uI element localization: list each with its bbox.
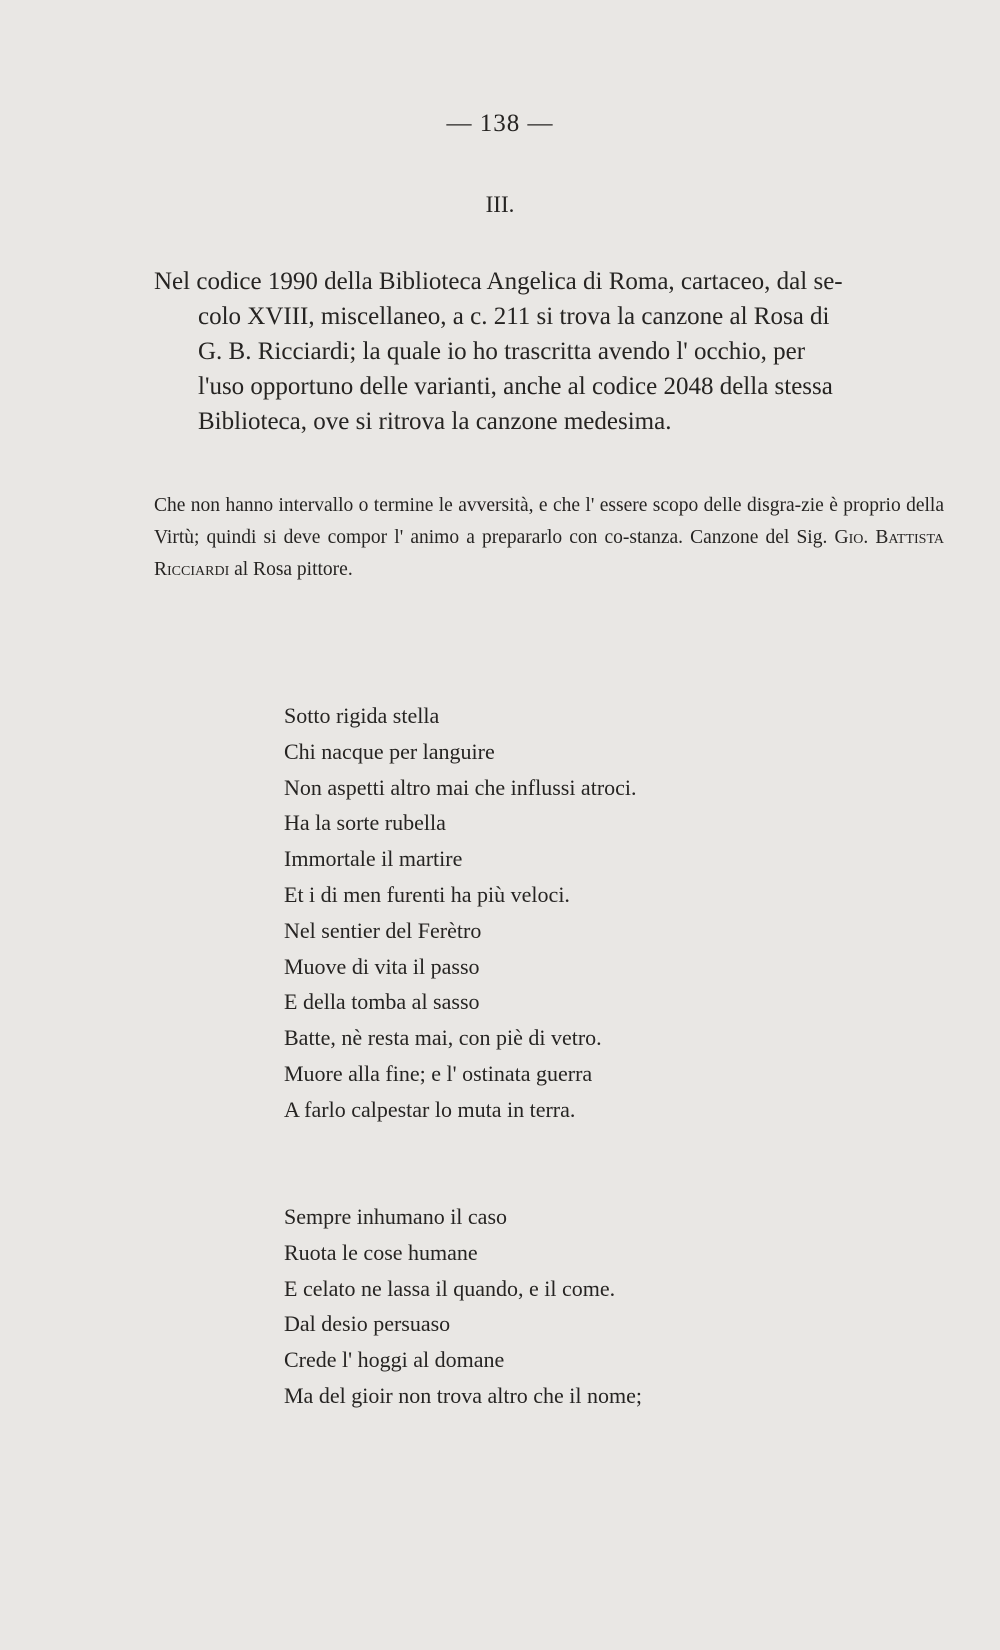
- verse-line: E celato ne lassa il quando, e il come.: [284, 1275, 616, 1301]
- poem-stanza-2: [284, 1199, 884, 1414]
- epigraph: [154, 490, 944, 586]
- verse-line: Ha la sorte rubella: [284, 810, 446, 836]
- section-heading: III.: [485, 192, 515, 217]
- verse-line: E della tomba al sasso: [284, 989, 480, 1015]
- epigraph-author: Gio. Battista Ricciardi: [154, 527, 945, 580]
- epigraph-text: Che non hanno intervallo o termine le avversità, e che l' essere scopo delle disgra-zie è proprio della Virtù; quindi si deve compor l' animo a prepararlo con co-stanza. Canzone del Sig.: [154, 495, 944, 548]
- verse-line: Ruota le cose humane: [284, 1239, 478, 1265]
- verse-line: Sempre inhumano il caso: [284, 1204, 508, 1229]
- intro-line: colo XVIII, miscellaneo, a c. 211 si trova la canzone al Rosa di: [198, 303, 830, 330]
- intro-line: Nel codice 1990 della Biblioteca Angelica di Roma, cartaceo, dal se-: [154, 268, 843, 295]
- verse-line: A farlo calpestar lo muta in terra.: [284, 1096, 576, 1122]
- verse-line: Nel sentier del Ferètro: [284, 917, 482, 943]
- verse-line: Sotto rigida stella: [284, 703, 440, 728]
- intro-line: l'uso opportuno delle varianti, anche al codice 2048 della stessa: [198, 373, 833, 400]
- intro-paragraph: [154, 264, 944, 439]
- verse-line: Crede l' hoggi al domane: [284, 1347, 505, 1373]
- verse-line: Muore alla fine; e l' ostinata guerra: [284, 1060, 593, 1086]
- verse-line: Chi nacque per languire: [284, 738, 495, 764]
- epigraph-text-end: al Rosa pittore.: [229, 559, 353, 580]
- intro-line: G. B. Ricciardi; la quale io ho trascritta avendo l' occhio, per: [198, 338, 806, 365]
- intro-line: Biblioteca, ove si ritrova la canzone medesima.: [198, 408, 672, 435]
- verse-line: Non aspetti altro mai che influssi atroci.: [284, 774, 637, 800]
- verse-line: Dal desio persuaso: [284, 1311, 451, 1337]
- verse-line: Et i di men furenti ha più veloci.: [284, 881, 570, 907]
- verse-line: Ma del gioir non trova altro che il nome;: [284, 1382, 643, 1408]
- verse-line: Immortale il martire: [284, 846, 463, 872]
- poem-stanza-1: [284, 698, 884, 1128]
- verse-line: Batte, nè resta mai, con piè di vetro.: [284, 1025, 602, 1051]
- verse-line: Muove di vita il passo: [284, 953, 480, 979]
- page-number: — 138 —: [446, 110, 554, 137]
